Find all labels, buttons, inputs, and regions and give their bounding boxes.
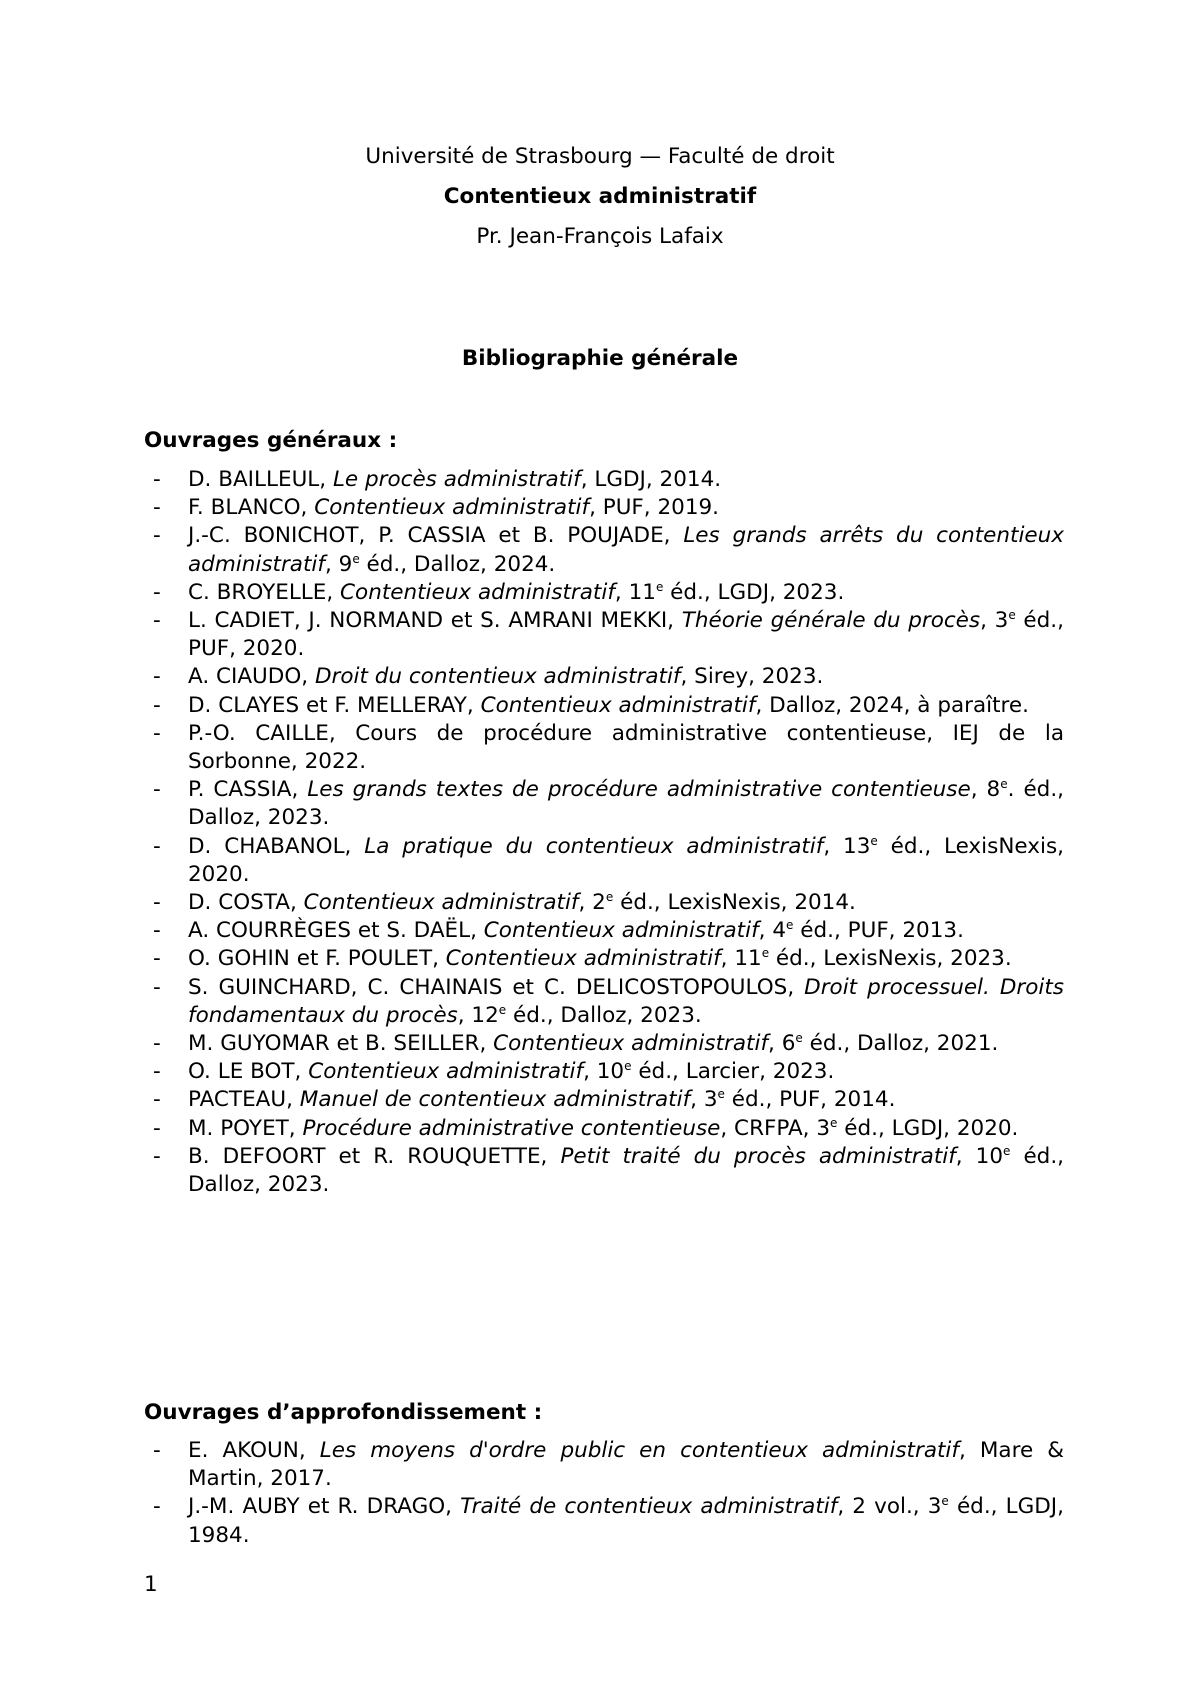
entry-details: , 13 [823, 833, 871, 859]
bibliography-entry [144, 1030, 1064, 1058]
bibliography-entry [144, 1143, 1064, 1199]
bibliography-title: Bibliographie générale [461, 346, 739, 371]
entry-details: , 8 [970, 777, 1001, 803]
entry-details-continued: éd., Dalloz, 2021. [802, 1031, 999, 1057]
entry-work-title: Les grands textes de procédure administrative contentieuse [307, 777, 971, 803]
entry-superscript: e [761, 946, 770, 961]
bibliography-entry [144, 607, 1064, 663]
list-dash: - [153, 1031, 161, 1057]
entry-details: , 10 [955, 1143, 1004, 1169]
entry-superscript: e [1000, 777, 1008, 792]
entry-author: J.-M. AUBY et R. DRAGO, [188, 1494, 461, 1520]
entry-author: D. CHABANOL, [188, 833, 365, 859]
bibliography-entry [144, 889, 1064, 917]
entry-details: , LGDJ, 2014. [580, 467, 722, 492]
bibliography-entry [144, 833, 1064, 889]
list-dash: - [153, 918, 161, 944]
entry-details-continued: éd., LexisNexis, 2023. [769, 946, 1012, 972]
entry-author: M. GUYOMAR et B. SEILLER, [188, 1031, 494, 1057]
list-dash: - [153, 1438, 161, 1463]
entry-superscript: e [1008, 608, 1016, 623]
bibliography-entry [144, 692, 1064, 720]
entry-superscript: e [655, 579, 664, 594]
entry-author: E. AKOUN, [188, 1438, 320, 1463]
list-dash: - [153, 1143, 161, 1169]
list-dash: - [153, 523, 161, 549]
entry-details-continued: éd., Dalloz, 2023. [506, 1002, 702, 1028]
entry-author: A. CIAUDO, [188, 664, 315, 690]
entry-author: P. CASSIA, [188, 777, 308, 803]
bibliography-entry [144, 1493, 1064, 1549]
entry-work-title: Contentieux administratif [445, 946, 721, 972]
entry-details: , 6 [768, 1031, 796, 1057]
list-dash: - [153, 1494, 161, 1520]
general-works-list [144, 466, 1064, 1199]
entry-work-title: Droit du contentieux administratif [314, 664, 681, 690]
entry-details-continued: éd., LGDJ, 2020. [837, 1115, 1019, 1141]
entry-details: , 9 [324, 551, 353, 577]
bibliography-entry [144, 1086, 1064, 1114]
entry-details: , CRFPA, 3 [720, 1115, 831, 1141]
entry-details: , PUF, 2019. [589, 495, 720, 521]
entry-author: C. BROYELLE, [188, 579, 341, 605]
entry-author: D. CLAYES et F. MELLERAY, [188, 692, 481, 718]
entry-work-title: Contentieux administratif [480, 692, 756, 718]
entry-details-continued: éd., PUF, 2020. [188, 608, 1064, 662]
list-dash: - [153, 579, 161, 605]
section-heading-general: Ouvrages généraux : [144, 428, 398, 453]
entry-author: O. GOHIN et F. POULET, [188, 946, 446, 972]
list-dash: - [153, 467, 161, 492]
entry-work-title: Le procès administratif [332, 467, 581, 492]
list-dash: - [153, 1059, 161, 1085]
entry-work-title: Contentieux administratif [493, 1031, 769, 1057]
institution-line: Université de Strasbourg — Faculté de droit [365, 144, 835, 169]
entry-details-continued: éd., Dalloz, 2023. [188, 1143, 1064, 1198]
entry-author: F. BLANCO, [188, 495, 315, 521]
entry-details: , 4 [758, 918, 787, 944]
entry-author: P.-O. CAILLE, Cours de procédure administrative contentieuse, IEJ de la Sorbonne, 2022. [188, 720, 1064, 775]
bibliography-entry [144, 974, 1064, 1030]
entry-details-continued: éd., PUF, 2013. [793, 918, 964, 944]
entry-work-title: Droit processuel. Droits fondamentaux du procès [188, 974, 1064, 1028]
list-dash: - [153, 974, 161, 1000]
entry-details: , Dalloz, 2024, à paraître. [755, 692, 1029, 718]
list-dash: - [153, 664, 161, 690]
entry-details: , 12 [457, 1002, 499, 1028]
professor-name: Pr. Jean-François Lafaix [476, 224, 724, 249]
list-dash: - [153, 692, 161, 718]
entry-details: , 3 [980, 608, 1009, 634]
entry-superscript: e [830, 1115, 838, 1130]
entry-author: B. DEFOORT et R. ROUQUETTE, [188, 1143, 561, 1169]
entry-work-title: Petit traité du procès administratif [560, 1143, 956, 1169]
entry-superscript: e [795, 1031, 803, 1046]
entry-details: , Mare & Martin, 2017. [188, 1438, 1064, 1492]
entry-details-continued: éd., PUF, 2014. [724, 1087, 896, 1113]
bibliography-entry [144, 579, 1064, 607]
advanced-works-list [144, 1437, 1064, 1550]
list-dash: - [153, 833, 161, 859]
bibliography-entry [144, 1058, 1064, 1086]
entry-superscript: e [624, 1059, 632, 1074]
entry-work-title: Contentieux administratif [308, 1059, 584, 1085]
entry-work-title: Contentieux administratif [314, 495, 590, 521]
list-dash: - [153, 495, 161, 521]
section-heading-advanced: Ouvrages d’approfondissement : [144, 1400, 543, 1425]
bibliography-entry [144, 917, 1064, 945]
entry-details: , 2 vol., 3 [837, 1494, 942, 1520]
list-dash: - [153, 890, 161, 916]
list-dash: - [153, 1087, 161, 1113]
bibliography-entry [144, 945, 1064, 973]
entry-author: D. BAILLEUL, [188, 467, 333, 492]
entry-work-title: La pratique du contentieux administratif [364, 833, 824, 859]
list-dash: - [153, 777, 161, 803]
list-dash: - [153, 608, 161, 634]
entry-work-title: Théorie générale du procès [681, 608, 981, 634]
bibliography-entry [144, 494, 1064, 522]
list-dash: - [153, 1115, 161, 1141]
entry-work-title: Contentieux administratif [483, 918, 759, 944]
entry-work-title: Les grands arrêts du contentieux administratif [188, 523, 1064, 577]
bibliography-entry [144, 720, 1064, 776]
entry-author: S. GUINCHARD, C. CHAINAIS et C. DELICOSTOPOULOS, [188, 974, 805, 1000]
bibliography-entry [144, 522, 1064, 578]
entry-details-continued: éd., LGDJ, 1984. [188, 1494, 1064, 1548]
bibliography-entry [144, 776, 1064, 832]
entry-superscript: e [717, 1087, 725, 1102]
bibliography-entry [144, 466, 1064, 494]
course-title: Contentieux administratif [443, 184, 757, 209]
entry-work-title: Les moyens d'ordre public en contentieux administratif [319, 1438, 959, 1463]
entry-work-title: Contentieux administratif [340, 579, 615, 605]
bibliography-entry [144, 1437, 1064, 1493]
entry-details: , 3 [690, 1087, 718, 1113]
entry-details-continued: éd., LexisNexis, 2020. [188, 833, 1064, 887]
entry-superscript: e [870, 833, 878, 848]
entry-details: , 2 [578, 890, 606, 916]
entry-details: , Sirey, 2023. [680, 664, 824, 690]
entry-details-continued: éd., LGDJ, 2023. [663, 579, 845, 605]
entry-superscript: e [498, 1002, 507, 1017]
entry-author: A. COURRÈGES et S. DAËL, [188, 918, 484, 944]
entry-author: L. CADIET, J. NORMAND et S. AMRANI MEKKI, [188, 608, 682, 634]
entry-details: , 11 [614, 579, 656, 605]
entry-details-continued: . éd., Dalloz, 2023. [188, 777, 1064, 831]
entry-author: J.-C. BONICHOT, P. CASSIA et B. POUJADE, [188, 523, 684, 549]
entry-details: , 11 [720, 946, 762, 972]
entry-work-title: Contentieux administratif [303, 890, 579, 916]
entry-superscript: e [941, 1494, 949, 1509]
entry-author: D. COSTA, [188, 890, 304, 916]
entry-details-continued: éd., Dalloz, 2024. [359, 551, 556, 577]
entry-details: , 10 [583, 1059, 625, 1085]
entry-work-title: Procédure administrative contentieuse [302, 1115, 721, 1141]
entry-superscript: e [605, 890, 614, 905]
page-number: 1 [144, 1572, 158, 1597]
bibliography-entry [144, 663, 1064, 691]
entry-details-continued: éd., Larcier, 2023. [631, 1059, 835, 1085]
entry-superscript: e [352, 551, 360, 566]
entry-author: O. LE BOT, [188, 1059, 309, 1085]
list-dash: - [153, 720, 161, 746]
entry-work-title: Traité de contentieux administratif [460, 1494, 838, 1520]
entry-author: M. POYET, [188, 1115, 303, 1141]
entry-details-continued: éd., LexisNexis, 2014. [613, 890, 856, 916]
entry-superscript: e [1003, 1143, 1011, 1158]
entry-superscript: e [786, 918, 794, 933]
bibliography-entry [144, 1115, 1064, 1143]
entry-author: PACTEAU, [188, 1087, 300, 1113]
list-dash: - [153, 946, 161, 972]
entry-work-title: Manuel de contentieux administratif [299, 1087, 691, 1113]
